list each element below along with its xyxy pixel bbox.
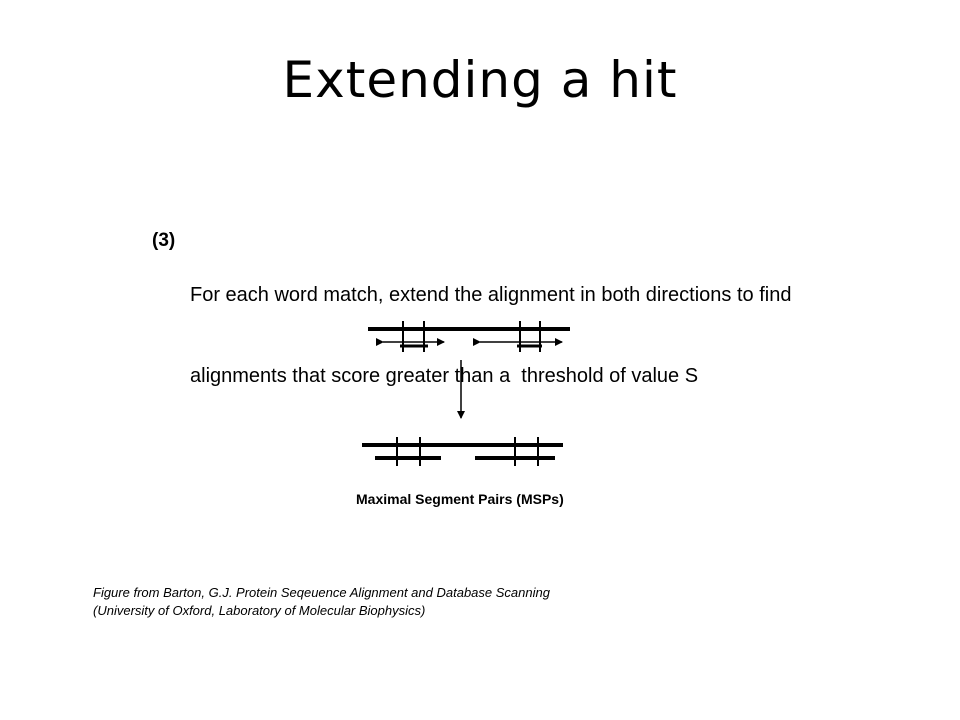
figure-source-line-1: Figure from Barton, G.J. Protein Seqeuence Alignment and Database Scanning [93, 585, 550, 600]
figure-caption: Maximal Segment Pairs (MSPs) [356, 491, 564, 507]
after-extension-group [362, 437, 563, 466]
slide-title: Extending a hit [282, 51, 678, 109]
step-number: (3) [152, 230, 176, 251]
before-extension-group [368, 321, 570, 352]
figure-source-line-2: (University of Oxford, Laboratory of Molecular Biophysics) [93, 603, 426, 618]
step-description-line-2: alignments that score greater than a threshold of value S [190, 365, 699, 387]
step-description-line-1: For each word match, extend the alignment in both directions to find [190, 284, 792, 306]
figure-source [93, 584, 550, 620]
